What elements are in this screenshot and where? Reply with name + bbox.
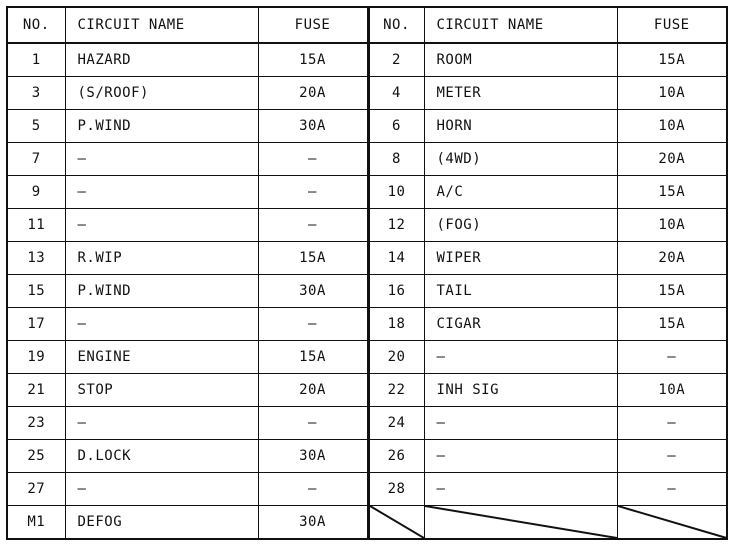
fuse-rating-cell: 10A bbox=[617, 77, 727, 110]
fuse-number-cell: 1 bbox=[7, 43, 65, 77]
fuse-rating-cell: 15A bbox=[258, 43, 368, 77]
fuse-rating-cell: 20A bbox=[617, 143, 727, 176]
fuse-number-cell: 5 bbox=[7, 110, 65, 143]
fuse-rating-cell: – bbox=[258, 407, 368, 440]
circuit-name-cell: METER bbox=[424, 77, 617, 110]
fuse-rating-cell: 30A bbox=[258, 506, 368, 540]
fuse-number-cell: 28 bbox=[368, 473, 424, 506]
table-row bbox=[7, 242, 727, 275]
fuse-number-cell: 23 bbox=[7, 407, 65, 440]
fuse-table bbox=[6, 6, 728, 540]
circuit-name-cell: – bbox=[65, 209, 258, 242]
circuit-name-cell: – bbox=[424, 440, 617, 473]
circuit-name-cell: P.WIND bbox=[65, 275, 258, 308]
circuit-name-cell: (FOG) bbox=[424, 209, 617, 242]
diagonal-line bbox=[618, 506, 727, 538]
fuse-number-cell: 17 bbox=[7, 308, 65, 341]
header-fuse-left: FUSE bbox=[258, 7, 368, 43]
fuse-number-cell: 4 bbox=[368, 77, 424, 110]
table-row bbox=[7, 275, 727, 308]
circuit-name-cell: – bbox=[424, 473, 617, 506]
table-row bbox=[7, 308, 727, 341]
circuit-name-cell: – bbox=[65, 407, 258, 440]
table-row bbox=[7, 440, 727, 473]
fuse-rating-cell: 20A bbox=[617, 242, 727, 275]
fuse-number-cell: 26 bbox=[368, 440, 424, 473]
diagonal-line bbox=[425, 506, 617, 538]
circuit-name-cell: – bbox=[65, 176, 258, 209]
table-row bbox=[7, 176, 727, 209]
circuit-name-cell: – bbox=[65, 473, 258, 506]
fuse-rating-cell: – bbox=[258, 308, 368, 341]
fuse-rating-cell: 10A bbox=[617, 110, 727, 143]
circuit-name-cell: – bbox=[65, 308, 258, 341]
header-no-left: NO. bbox=[7, 7, 65, 43]
fuse-rating-cell: 15A bbox=[617, 176, 727, 209]
fuse-number-cell: 25 bbox=[7, 440, 65, 473]
table-row bbox=[7, 506, 727, 540]
fuse-number-cell: 22 bbox=[368, 374, 424, 407]
empty-cell-diagonal bbox=[424, 506, 617, 540]
fuse-rating-cell: – bbox=[258, 143, 368, 176]
fuse-rating-cell: 15A bbox=[258, 242, 368, 275]
fuse-rating-cell: 30A bbox=[258, 440, 368, 473]
circuit-name-cell: ROOM bbox=[424, 43, 617, 77]
fuse-number-cell: 21 bbox=[7, 374, 65, 407]
table-row bbox=[7, 43, 727, 77]
circuit-name-cell: ENGINE bbox=[65, 341, 258, 374]
fuse-rating-cell: 30A bbox=[258, 110, 368, 143]
table-row bbox=[7, 110, 727, 143]
fuse-number-cell: 19 bbox=[7, 341, 65, 374]
fuse-rating-cell: – bbox=[258, 473, 368, 506]
header-circuit-name-right: CIRCUIT NAME bbox=[424, 7, 617, 43]
circuit-name-cell: TAIL bbox=[424, 275, 617, 308]
header-fuse-right: FUSE bbox=[617, 7, 727, 43]
fuse-table-container bbox=[6, 6, 728, 540]
fuse-rating-cell: 10A bbox=[617, 374, 727, 407]
circuit-name-cell: HAZARD bbox=[65, 43, 258, 77]
fuse-number-cell: M1 bbox=[7, 506, 65, 540]
fuse-table-body bbox=[7, 43, 727, 539]
circuit-name-cell: DEFOG bbox=[65, 506, 258, 540]
circuit-name-cell: (S/ROOF) bbox=[65, 77, 258, 110]
fuse-number-cell: 10 bbox=[368, 176, 424, 209]
fuse-rating-cell: – bbox=[617, 341, 727, 374]
fuse-rating-cell: 10A bbox=[617, 209, 727, 242]
fuse-number-cell: 27 bbox=[7, 473, 65, 506]
fuse-number-cell: 13 bbox=[7, 242, 65, 275]
header-no-right: NO. bbox=[368, 7, 424, 43]
table-row bbox=[7, 77, 727, 110]
fuse-rating-cell: 20A bbox=[258, 374, 368, 407]
circuit-name-cell: INH SIG bbox=[424, 374, 617, 407]
circuit-name-cell: P.WIND bbox=[65, 110, 258, 143]
fuse-rating-cell: 15A bbox=[258, 341, 368, 374]
fuse-number-cell: 15 bbox=[7, 275, 65, 308]
fuse-rating-cell: – bbox=[617, 473, 727, 506]
table-row bbox=[7, 374, 727, 407]
table-row bbox=[7, 407, 727, 440]
circuit-name-cell: – bbox=[65, 143, 258, 176]
fuse-number-cell: 8 bbox=[368, 143, 424, 176]
circuit-name-cell: (4WD) bbox=[424, 143, 617, 176]
fuse-rating-cell: – bbox=[258, 209, 368, 242]
circuit-name-cell: WIPER bbox=[424, 242, 617, 275]
fuse-rating-cell: 15A bbox=[617, 308, 727, 341]
circuit-name-cell: – bbox=[424, 341, 617, 374]
fuse-number-cell: 20 bbox=[368, 341, 424, 374]
fuse-number-cell: 6 bbox=[368, 110, 424, 143]
empty-cell-diagonal bbox=[368, 506, 424, 540]
fuse-rating-cell: 20A bbox=[258, 77, 368, 110]
fuse-rating-cell: 15A bbox=[617, 43, 727, 77]
header-circuit-name-left: CIRCUIT NAME bbox=[65, 7, 258, 43]
fuse-number-cell: 11 bbox=[7, 209, 65, 242]
fuse-number-cell: 24 bbox=[368, 407, 424, 440]
circuit-name-cell: R.WIP bbox=[65, 242, 258, 275]
circuit-name-cell: – bbox=[424, 407, 617, 440]
fuse-rating-cell: – bbox=[617, 407, 727, 440]
fuse-number-cell: 12 bbox=[368, 209, 424, 242]
fuse-number-cell: 7 bbox=[7, 143, 65, 176]
fuse-rating-cell: 30A bbox=[258, 275, 368, 308]
fuse-number-cell: 18 bbox=[368, 308, 424, 341]
fuse-rating-cell: – bbox=[258, 176, 368, 209]
circuit-name-cell: HORN bbox=[424, 110, 617, 143]
empty-cell-diagonal bbox=[617, 506, 727, 540]
fuse-number-cell: 2 bbox=[368, 43, 424, 77]
circuit-name-cell: CIGAR bbox=[424, 308, 617, 341]
circuit-name-cell: STOP bbox=[65, 374, 258, 407]
fuse-rating-cell: 15A bbox=[617, 275, 727, 308]
fuse-rating-cell: – bbox=[617, 440, 727, 473]
fuse-number-cell: 3 bbox=[7, 77, 65, 110]
fuse-number-cell: 9 bbox=[7, 176, 65, 209]
header-row bbox=[7, 7, 727, 43]
fuse-number-cell: 16 bbox=[368, 275, 424, 308]
circuit-name-cell: D.LOCK bbox=[65, 440, 258, 473]
table-row bbox=[7, 341, 727, 374]
circuit-name-cell: A/C bbox=[424, 176, 617, 209]
diagonal-line bbox=[370, 506, 424, 538]
table-row bbox=[7, 473, 727, 506]
table-row bbox=[7, 209, 727, 242]
table-row bbox=[7, 143, 727, 176]
fuse-number-cell: 14 bbox=[368, 242, 424, 275]
